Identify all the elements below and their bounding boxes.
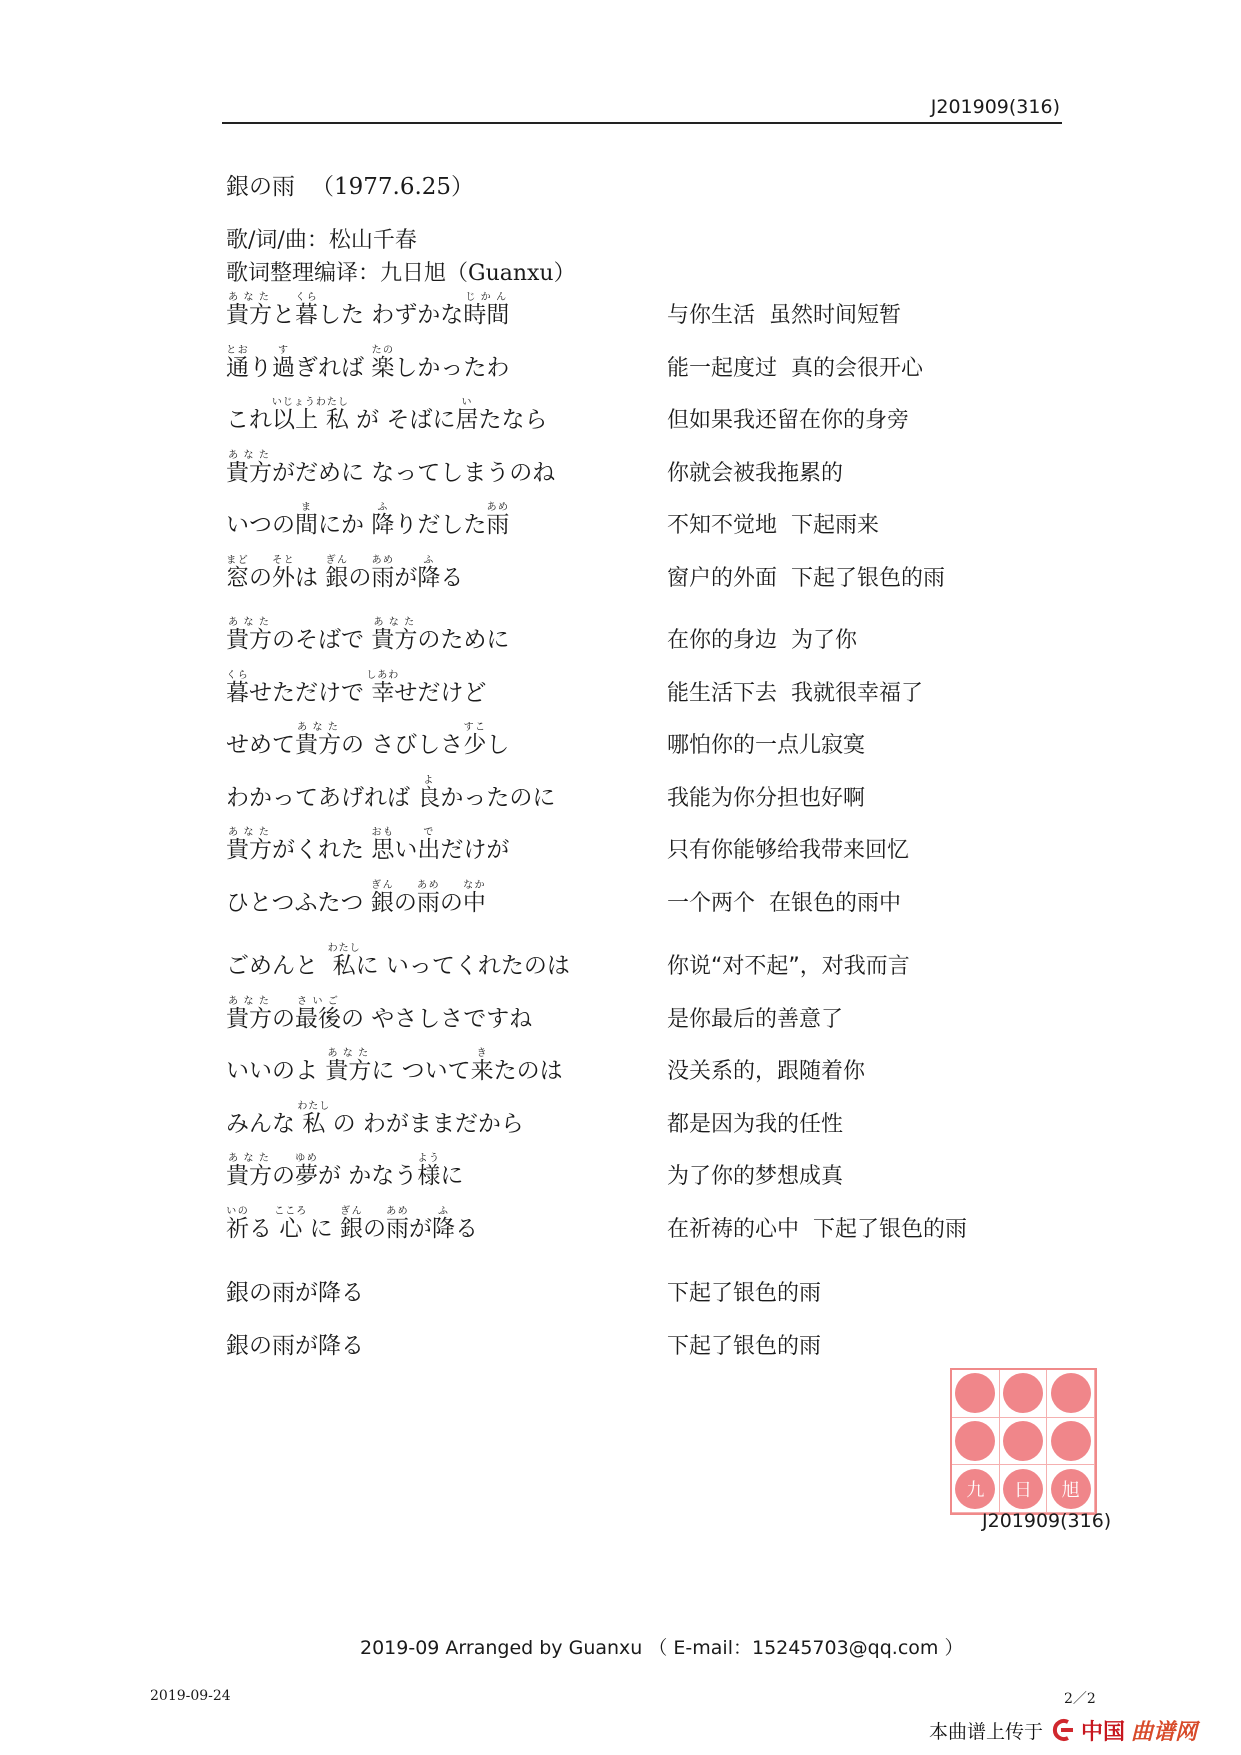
lyric-line: [0, 660, 1241, 713]
japanese-lyric: 暮くらせただけで 幸しあわせだけど: [226, 669, 487, 706]
furigana-word: 出で: [417, 827, 441, 864]
chinese-translation: 你就会被我拖累的: [667, 460, 844, 486]
furigana-word: 中なか: [462, 879, 486, 916]
chinese-translation: 能生活下去 我就很幸福了: [667, 680, 923, 706]
furigana-word: 降ふ: [417, 554, 441, 591]
chinese-translation: 我能为你分担也好啊: [667, 785, 866, 811]
japanese-lyric: ごめんと 私わたしに いってくれたのは: [226, 943, 570, 980]
furigana-word: 来き: [470, 1048, 494, 1085]
furigana-word: 祈いの: [226, 1205, 249, 1242]
furigana-word: 少すこ: [463, 722, 487, 759]
japanese-lyric: 貴方あなたと暮くらした わずかな時間じかん: [226, 292, 510, 329]
seal-dot: [955, 1373, 995, 1413]
furigana-word: 以上 私いじょうわたし: [271, 397, 349, 434]
lyric-line: [0, 712, 1241, 765]
lyric-line: [0, 1038, 1241, 1091]
lyric-line: [0, 933, 1241, 986]
furigana-word: 外そと: [272, 554, 295, 591]
furigana-word: 過す: [272, 344, 295, 381]
furigana-word: 貴方あなた: [226, 449, 272, 486]
chinese-translation: 在你的身边 为了你: [667, 628, 857, 654]
lyric-line: [0, 545, 1241, 598]
stamp-code: J201909(316): [982, 1510, 1112, 1532]
japanese-lyric: せめて貴方あなたの さびしさ少すこし: [226, 722, 510, 759]
lyric-line: [0, 1260, 1241, 1313]
stanza-3: [0, 933, 1241, 1248]
lyric-line: [0, 492, 1241, 545]
chinese-translation: 下起了银色的雨: [667, 1281, 822, 1307]
chinese-translation: 能一起度过 真的会很开心: [667, 355, 923, 381]
chinese-translation: 为了你的梦想成真: [667, 1164, 844, 1190]
seal-char-2: 日: [1003, 1469, 1043, 1509]
furigana-word: 貴方あなた: [295, 722, 341, 759]
chinese-translation: 你说“对不起”，对我而言: [667, 954, 910, 980]
furigana-word: 雨あめ: [416, 879, 440, 916]
furigana-word: 幸しあわ: [366, 669, 400, 706]
seal-dot: [1003, 1373, 1043, 1413]
credits-translator: 歌词整理编译：九日旭（Guanxu）: [226, 261, 576, 286]
print-date: 2019-09-24: [150, 1688, 231, 1704]
chinese-translation: 只有你能够给我带来回忆: [667, 838, 910, 864]
japanese-lyric: みんな 私わたし の わがままだから: [226, 1100, 524, 1137]
song-date: （1977.6.25）: [311, 174, 475, 200]
header-divider: [222, 122, 1062, 124]
furigana-word: 最後さいご: [295, 995, 341, 1032]
furigana-word: 窓まど: [226, 554, 249, 591]
japanese-lyric: これ以上 私いじょうわたし が そばに居いたなら: [226, 397, 548, 434]
seal-dot: [1003, 1421, 1043, 1461]
furigana-word: 暮くら: [295, 292, 318, 329]
stanza-1: [0, 282, 1241, 597]
lyric-line: [0, 1091, 1241, 1144]
furigana-word: 雨あめ: [385, 1205, 409, 1242]
seal-grid: [952, 1370, 1095, 1513]
lyric-line: [0, 282, 1241, 335]
furigana-word: 居い: [455, 397, 479, 434]
japanese-lyric: 貴方あなたがだめに なってしまうのね: [226, 449, 556, 486]
seal-stamp: [950, 1368, 1097, 1515]
chinese-translation: 都是因为我的任性: [667, 1111, 844, 1137]
furigana-word: 私わたし: [327, 943, 361, 980]
furigana-word: 貴方あなた: [325, 1048, 372, 1085]
stanza-2: [0, 607, 1241, 922]
japanese-lyric: 窓まどの外そとは 銀ぎんの雨あめが降ふる: [226, 554, 464, 591]
furigana-word: 様よう: [417, 1153, 441, 1190]
chinese-translation: 一个两个 在银色的雨中: [667, 890, 901, 916]
seal-char-3: 旭: [1051, 1469, 1091, 1509]
furigana-word: 銀ぎん: [339, 1205, 363, 1242]
stanza-4: [0, 1260, 1241, 1365]
japanese-lyric: 貴方あなたがくれた 思おもい出でだけが: [226, 827, 510, 864]
furigana-word: 通とお: [226, 344, 249, 381]
furigana-word: 貴方あなた: [371, 617, 418, 654]
seal-dot: [955, 1421, 995, 1461]
chinese-translation: 不知不觉地 下起雨来: [667, 513, 879, 539]
japanese-lyric: 祈いのる 心こころ に 銀ぎんの雨あめが降ふる: [226, 1205, 478, 1242]
japanese-lyric: 通とおり過すぎれば 楽たのしかったわ: [226, 344, 510, 381]
furigana-word: 時間じかん: [463, 292, 510, 329]
site-brand-china: 中国: [1081, 1719, 1126, 1745]
lyric-line: [0, 440, 1241, 493]
lyric-line: [0, 387, 1241, 440]
song-title: 銀の雨: [226, 174, 295, 200]
document-code: J201909(316): [930, 96, 1060, 118]
lyric-line: [0, 335, 1241, 388]
chinese-translation: 在祈祷的心中 下起了银色的雨: [667, 1216, 967, 1242]
japanese-lyric: 貴方あなたの最後さいごの やさしさですね: [226, 995, 533, 1032]
chinese-translation: 下起了银色的雨: [667, 1333, 822, 1359]
page-number: 2／2: [1064, 1691, 1096, 1707]
furigana-word: 私わたし: [297, 1100, 331, 1137]
chinese-translation: 窗户的外面 下起了银色的雨: [667, 565, 945, 591]
furigana-word: 貴方あなた: [226, 617, 272, 654]
furigana-word: 暮くら: [226, 669, 249, 706]
furigana-word: 思おも: [371, 827, 395, 864]
furigana-word: 夢ゆめ: [295, 1153, 318, 1190]
chinese-translation: 哪怕你的一点儿寂寞: [667, 733, 866, 759]
japanese-lyric: 貴方あなたのそばで 貴方あなたのために: [226, 617, 510, 654]
furigana-word: 雨あめ: [486, 502, 510, 539]
chinese-translation: 是你最后的善意了: [667, 1006, 844, 1032]
furigana-word: 降ふ: [431, 1205, 455, 1242]
furigana-word: 貴方あなた: [226, 1153, 272, 1190]
furigana-word: 心こころ: [274, 1205, 308, 1242]
lyric-line: [0, 1143, 1241, 1196]
lyric-line: [0, 1313, 1241, 1366]
furigana-word: 降ふ: [371, 502, 395, 539]
song-header: [226, 168, 576, 290]
furigana-word: 貴方あなた: [226, 995, 272, 1032]
furigana-word: 貴方あなた: [226, 827, 272, 864]
furigana-word: 雨あめ: [371, 554, 395, 591]
seal-dot: [1051, 1421, 1091, 1461]
lyric-line: [0, 986, 1241, 1039]
furigana-word: 銀ぎん: [325, 554, 349, 591]
japanese-lyric: ひとつふたつ 銀ぎんの雨あめの中なか: [226, 879, 486, 916]
seal-dot: [1051, 1373, 1091, 1413]
lyric-line: [0, 1196, 1241, 1249]
lyric-line: [0, 870, 1241, 923]
lyric-line: [0, 607, 1241, 660]
furigana-word: 貴方あなた: [226, 292, 272, 329]
upload-label: 本曲谱上传于: [929, 1720, 1044, 1743]
chinese-translation: 但如果我还留在你的身旁: [667, 408, 910, 434]
lyric-line: [0, 817, 1241, 870]
japanese-lyric: 銀の雨が降る: [226, 1280, 364, 1307]
lyric-line: [0, 765, 1241, 818]
site-brand-name: 曲谱网: [1131, 1719, 1198, 1745]
japanese-lyric: いつの間まにか 降ふりだした雨あめ: [226, 502, 510, 539]
furigana-word: 間ま: [295, 502, 318, 539]
japanese-lyric: いいのよ 貴方あなたに ついて来きたのは: [226, 1048, 563, 1085]
site-watermark: [929, 1713, 1197, 1747]
furigana-word: 銀ぎん: [370, 879, 394, 916]
chinese-translation: 与你生活 虽然时间短暂: [667, 303, 901, 329]
japanese-lyric: 貴方あなたの夢ゆめが かなう様ように: [226, 1153, 464, 1190]
seal-char-1: 九: [955, 1469, 995, 1509]
chinese-translation: 没关系的，跟随着你: [667, 1059, 866, 1085]
furigana-word: 楽たの: [371, 344, 395, 381]
japanese-lyric: 銀の雨が降る: [226, 1332, 364, 1359]
site-logo-icon: [1049, 1718, 1075, 1742]
furigana-word: 良よ: [417, 774, 441, 811]
credits-composer: 歌/词/曲：松山千春: [226, 228, 417, 253]
japanese-lyric: わかってあげれば 良よかったのに: [226, 774, 556, 811]
song-title-line: [226, 168, 576, 206]
arranged-by-line: 2019-09 Arranged by Guanxu （ E-mail：15245703@qq.com ）: [360, 1637, 964, 1659]
